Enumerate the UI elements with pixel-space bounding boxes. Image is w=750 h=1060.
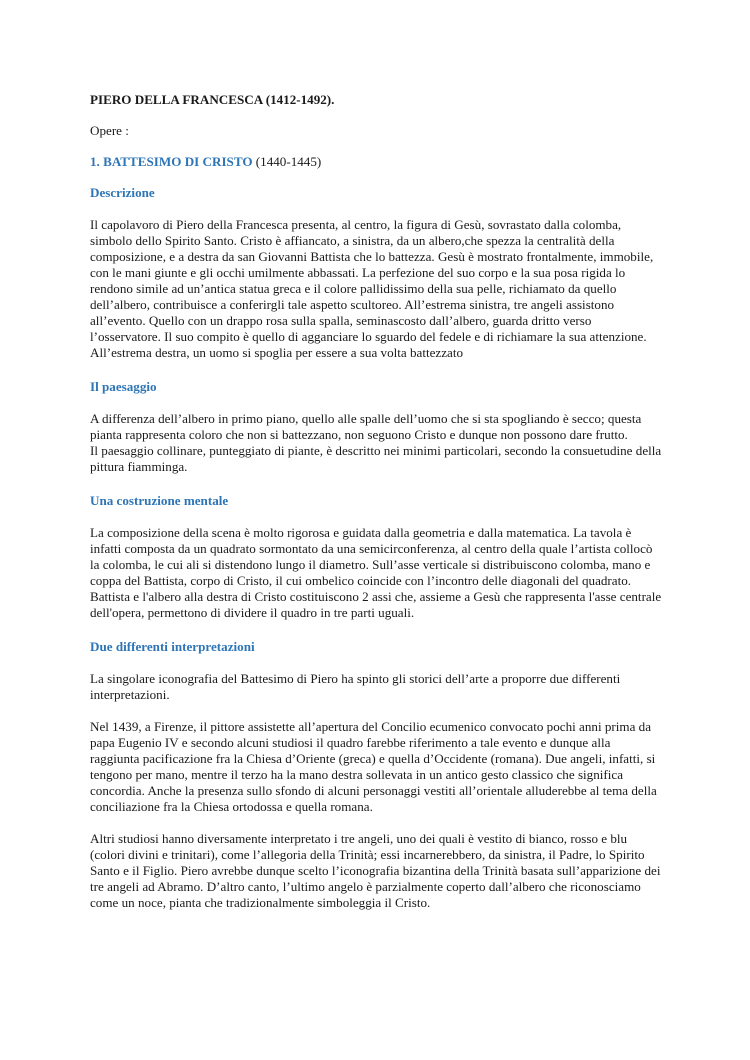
paragraph: Il capolavoro di Piero della Francesca presenta, al centro, la figura di Gesù, sovrastato dalla colomba, simbolo dello Spirito Santo. Cristo è affiancato, a sinistra, da un albero,che spezza la centralità della composizione, e a destra da san Giovanni Battista che lo battezza. Gesù è mostrato frontalmente, immobile, con le mani giunte e gli occhi umilmente abbassati. La perfezione del suo corpo e la sua posa rigida lo rendono simile ad un’antica statua greca e il colore pallidissimo della sua pelle, richiamato da quello dell’albero, contribuisce a conferirgli tale aspetto scultoreo. All’estrema sinistra, tre angeli assistono all’evento. Quello con un drappo rosa sulla spalla, seminascosto dall’albero, guarda dritto verso l’osservatore. Il suo compito è quello di agganciare lo sguardo del fedele e di richiamare la sua attenzione. xyxy=(90,217,654,344)
paragraph: All’estrema destra, un uomo si spoglia per essere a sua volta battezzato xyxy=(90,345,464,360)
paragraph: La composizione della scena è molto rigorosa e guidata dalla geometria e dalla matematica. La tavola è infatti composta da un quadrato sormontato da una semicirconferenza, al centro della quale l’artista collocò la colomba, le cui ali si distendono lungo il diametro. Sull’asse verticale si distribuiscono colomba, mano e coppa del Battista, corpo di Cristo, il cui ombelico coincide con l’incontro delle diagonali del quadrato. Battista e l'albero alla destra di Cristo costituiscono 2 assi che, assieme a Gesù che rappresenta l'asse centrale dell'opera, permettono di dividere il quadro in tre parti uguali. xyxy=(90,525,662,620)
heading-interpretazioni: Due differenti interpretazioni xyxy=(90,639,255,654)
heading-paesaggio: Il paesaggio xyxy=(90,379,157,394)
paragraph: Nel 1439, a Firenze, il pittore assistette all’apertura del Concilio ecumenico convocato pochi anni prima da papa Eugenio IV e secondo alcuni studiosi il quadro farebbe riferimento a tale evento e dunque alla raggiunta pacificazione fra la Chiesa d’Oriente (greca) e quella d’Occidente (romana). Due angeli, infatti, si tengono per mano, mentre il terzo ha la mano destra sollevata in un antico gesto classico che significa concordia. Anche la presenza sullo sfondo di alcuni personaggi vestiti all’orientale alluderebbe al tema della conciliazione fra la Chiesa ortodossa e quella romana. xyxy=(90,719,657,814)
opere-label: Opere : xyxy=(90,123,129,138)
paragraph: A differenza dell’albero in primo piano, quello alle spalle dell’uomo che si sta spogliando è secco; questa pianta rappresenta coloro che non si battezzano, non seguono Cristo e dunque non possono dare frutto. xyxy=(90,411,642,442)
heading-costruzione: Una costruzione mentale xyxy=(90,493,229,508)
heading-descrizione: Descrizione xyxy=(90,185,155,200)
work-title xyxy=(90,154,662,170)
work-title-text: 1. BATTESIMO DI CRISTO xyxy=(90,154,253,169)
paragraph: La singolare iconografia del Battesimo di Piero ha spinto gli storici dell’arte a proporre due differenti interpretazioni. xyxy=(90,671,621,702)
document-page xyxy=(90,92,662,929)
paragraph: Il paesaggio collinare, punteggiato di piante, è descritto nei minimi particolari, secondo la consuetudine della pittura fiamminga. xyxy=(90,443,662,474)
paragraph: Altri studiosi hanno diversamente interpretato i tre angeli, uno dei quali è vestito di bianco, rosso e blu (colori divini e trinitari), come l’allegoria della Trinità; essi incarnerebbero, da sinistra, il Padre, lo Spirito Santo e il Figlio. Piero avrebbe dunque scelto l’iconografia bizantina della Trinità basata sull’apparizione dei tre angeli ad Abramo. D’altro canto, l’ultimo angelo è parzialmente coperto dall’albero che riconosciamo come un noce, pianta che tradizionalmente simboleggia il Cristo. xyxy=(90,831,661,910)
work-years: (1440-1445) xyxy=(255,154,322,169)
document-title: PIERO DELLA FRANCESCA (1412-1492). xyxy=(90,92,335,107)
